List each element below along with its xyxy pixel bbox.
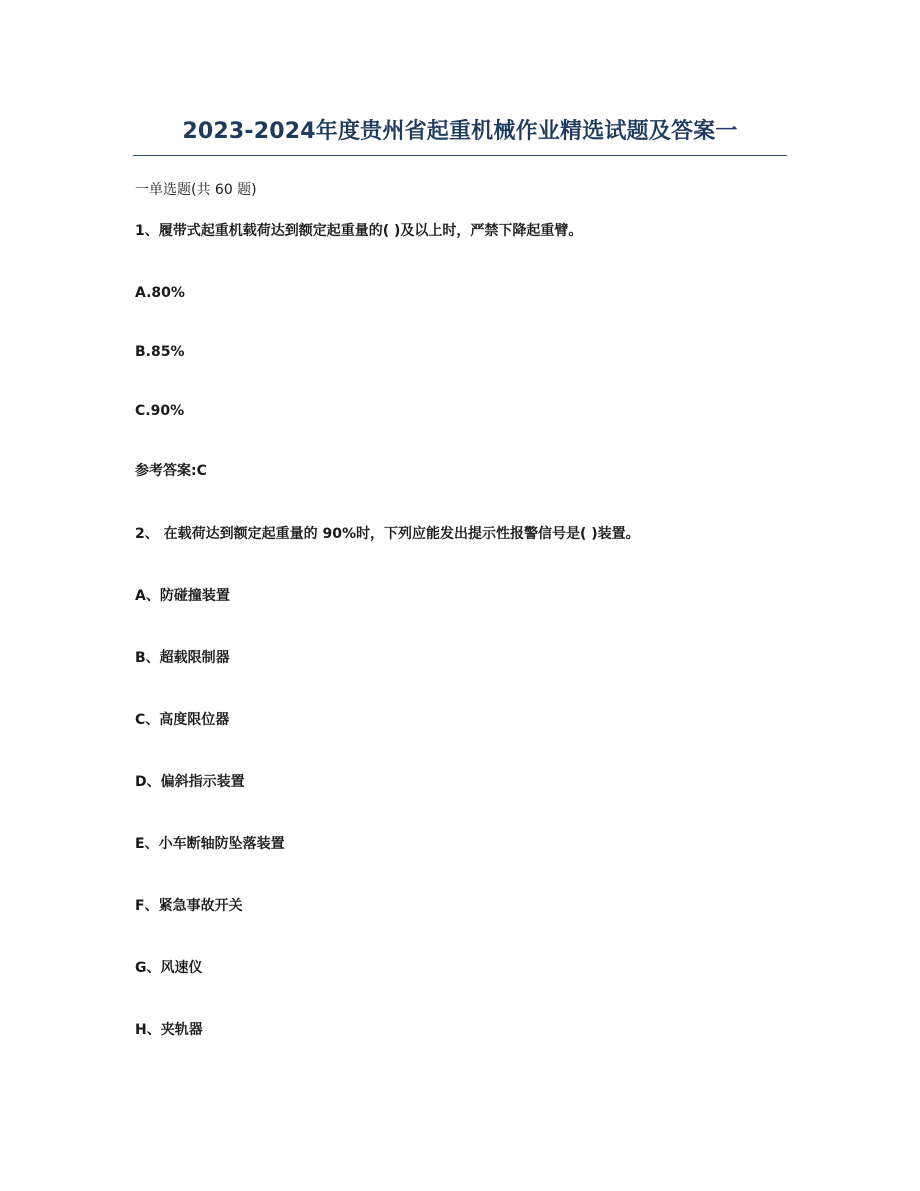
- question-1-text: 1、履带式起重机载荷达到额定起重量的( )及以上时，严禁下降起重臂。: [135, 223, 583, 239]
- question-2-option-b: B、超载限制器: [135, 650, 230, 666]
- question-2-option-g: G、风速仪: [135, 960, 203, 976]
- question-2-option-d: D、偏斜指示装置: [135, 774, 245, 790]
- question-1-option-c: C.90%: [135, 403, 185, 419]
- question-2-option-f: F、紧急事故开关: [135, 898, 243, 914]
- question-2-option-c: C、高度限位器: [135, 712, 230, 728]
- question-1-option-a: A.80%: [135, 285, 185, 301]
- question-1-option-b: B.85%: [135, 344, 185, 360]
- question-2-option-h: H、夹轨器: [135, 1022, 203, 1038]
- question-2-option-a: A、防碰撞装置: [135, 588, 230, 604]
- document-title: 2023-2024年度贵州省起重机械作业精选试题及答案一: [182, 119, 738, 144]
- section-header: 一单选题(共 60 题): [135, 182, 257, 198]
- title-underline: [133, 155, 787, 156]
- question-1-answer: 参考答案:C: [135, 463, 207, 479]
- question-2-option-e: E、小车断轴防坠落装置: [135, 836, 285, 852]
- question-2-text: 2、 在载荷达到额定起重量的 90%时，下列应能发出提示性报警信号是( )装置。: [135, 526, 640, 542]
